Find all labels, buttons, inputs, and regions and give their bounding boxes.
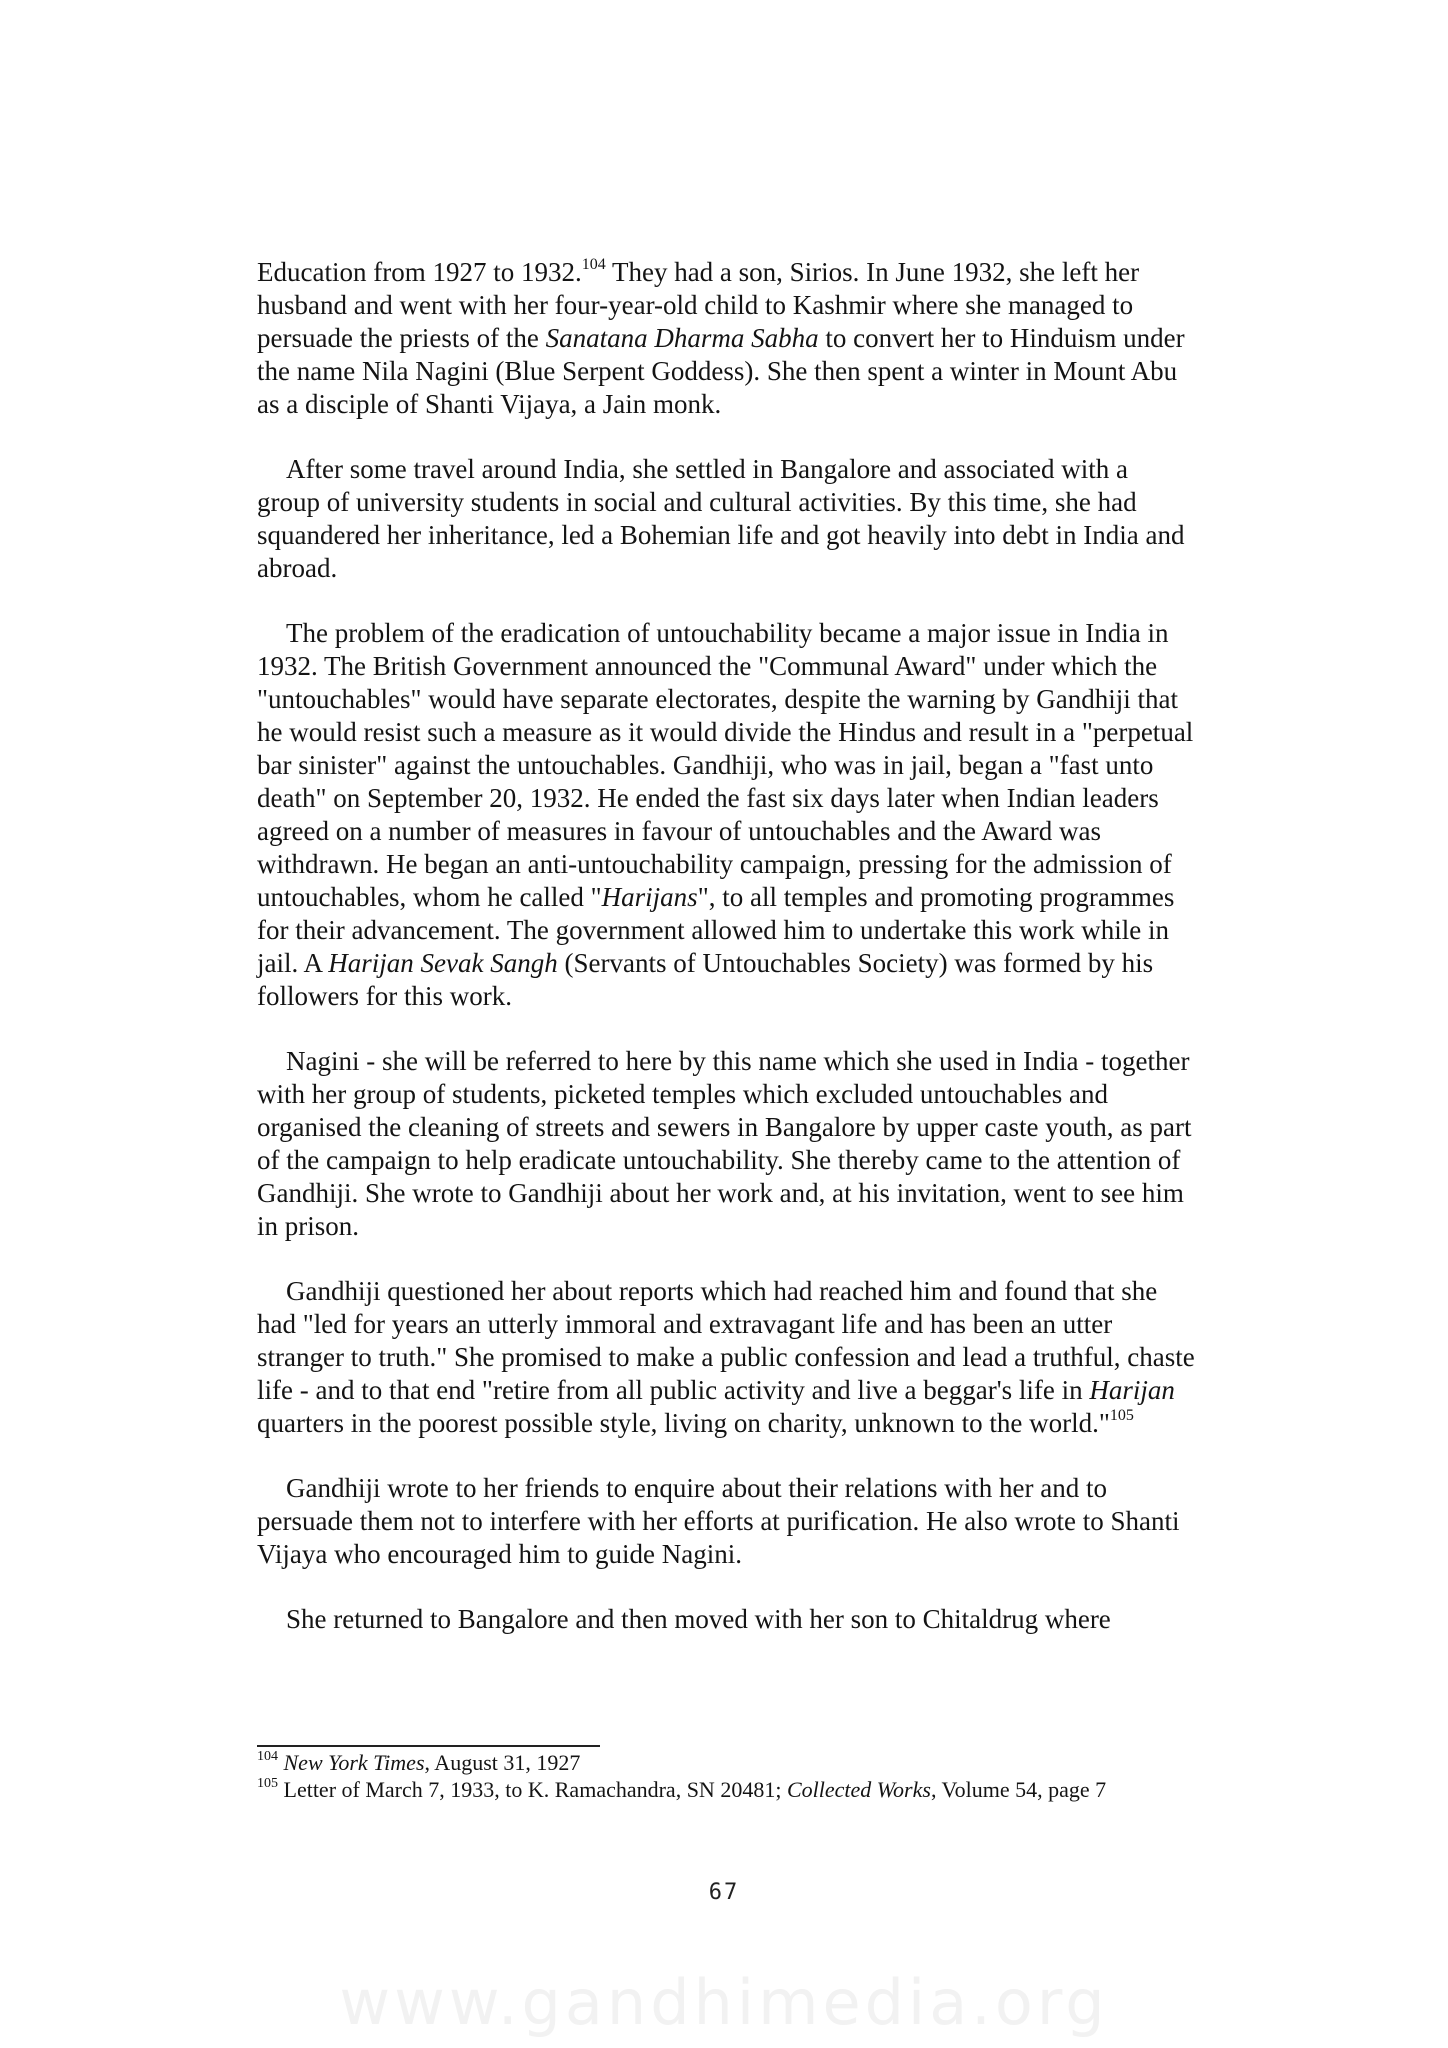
text-run: quarters in the poorest possible style, living on charity, unknown to the world." (257, 1408, 1110, 1438)
italic-text: Harijan Sevak Sangh (328, 948, 558, 978)
paragraph (257, 1045, 1197, 1243)
watermark: www.gandhimedia.org (339, 1966, 1109, 2039)
footnote-ref: 105 (257, 1775, 278, 1791)
text-run: Gandhiji wrote to her friends to enquire about their relations with her and to persuade them not to interfere with her efforts at purification. He also wrote to Shanti Vijaya who encouraged him to guide Nagini. (257, 1473, 1180, 1569)
text-run: , Volume 54, page 7 (930, 1777, 1107, 1802)
text-run: , August 31, 1927 (424, 1750, 581, 1775)
text-run: Nagini - she will be referred to here by this name which she used in India - together with her group of students, picketed temples which excluded untouchables and organised the cleaning of streets and sewers in Bangalore by upper caste youth, as part of the campaign to help eradicate untouchability. She thereby came to the attention of Gandhiji. She wrote to Gandhiji about her work and, at his invitation, went to see him in prison. (257, 1046, 1192, 1241)
text-run: (Servants of Untouchables Society) was formed by his followers for this work. (257, 948, 1154, 1011)
footnote-ref: 105 (1109, 1407, 1134, 1424)
text-run: Gandhiji questioned her about reports which had reached him and found that she had "led for years an utterly immoral and extravagant life and has been an utter stranger to truth." She promised to make a public confession and lead a truthful, chaste life - and to that end "retire from all public activity and live a beggar's life in (257, 1276, 1195, 1405)
body-text (257, 256, 1197, 1636)
paragraph (257, 1275, 1197, 1440)
paragraph (257, 617, 1197, 1013)
paragraph (257, 1472, 1197, 1571)
italic-text: Sanatana Dharma Sabha (545, 323, 819, 353)
footnote-divider (257, 1745, 600, 1747)
paragraph (257, 1603, 1197, 1636)
text-run: to convert her to Hinduism under the name Nila Nagini (Blue Serpent Goddess). She then spent a winter in Mount Abu as a disciple of Shanti Vijaya, a Jain monk. (257, 323, 1185, 419)
italic-text: Harijans (601, 882, 698, 912)
text-run: Letter of March 7, 1933, to K. Ramachandra, SN 20481; (278, 1777, 787, 1802)
text-run: Education from 1927 to 1932. (257, 257, 582, 287)
paragraph (257, 256, 1197, 421)
paragraph (257, 453, 1197, 585)
footnote (257, 1749, 1217, 1776)
page-number: 67 (708, 1880, 740, 1905)
text-run: She returned to Bangalore and then moved with her son to Chitaldrug where (286, 1604, 1111, 1634)
text-run: The problem of the eradication of untouchability became a major issue in India in 1932. The British Government announced the "Communal Award" under which the "untouchables" would have separate electorates, despite the warning by Gandhiji that he would resist such a measure as it would divide the Hindus and result in a "perpetual bar sinister" against the untouchables. Gandhiji, who was in jail, began a "fast unto death" on September 20, 1932. He ended the fast six days later when Indian leaders agreed on a number of measures in favour of untouchables and the Award was withdrawn. He began an anti-untouchability campaign, pressing for the admission of untouchables, whom he called " (257, 618, 1194, 912)
italic-text: Collected Works (786, 1777, 931, 1802)
footnote-ref: 104 (581, 256, 606, 273)
text-run: After some travel around India, she settled in Bangalore and associated with a group of university students in social and cultural activities. By this time, she had squandered her inheritance, led a Bohemian life and got heavily into debt in India and abroad. (257, 454, 1185, 583)
text-run: They had a son, Sirios. In June 1932, she left her husband and went with her four-year-old child to Kashmir where she managed to persuade the priests of the (257, 257, 1140, 353)
footnote (257, 1776, 1217, 1803)
italic-text: Harijan (1089, 1375, 1175, 1405)
italic-text: New York Times (283, 1750, 425, 1775)
footnotes (257, 1749, 1217, 1803)
footnote-ref: 104 (257, 1748, 278, 1764)
text-run: ", to all temples and promoting programmes for their advancement. The government allowed him to undertake this work while in jail. A (257, 882, 1175, 978)
